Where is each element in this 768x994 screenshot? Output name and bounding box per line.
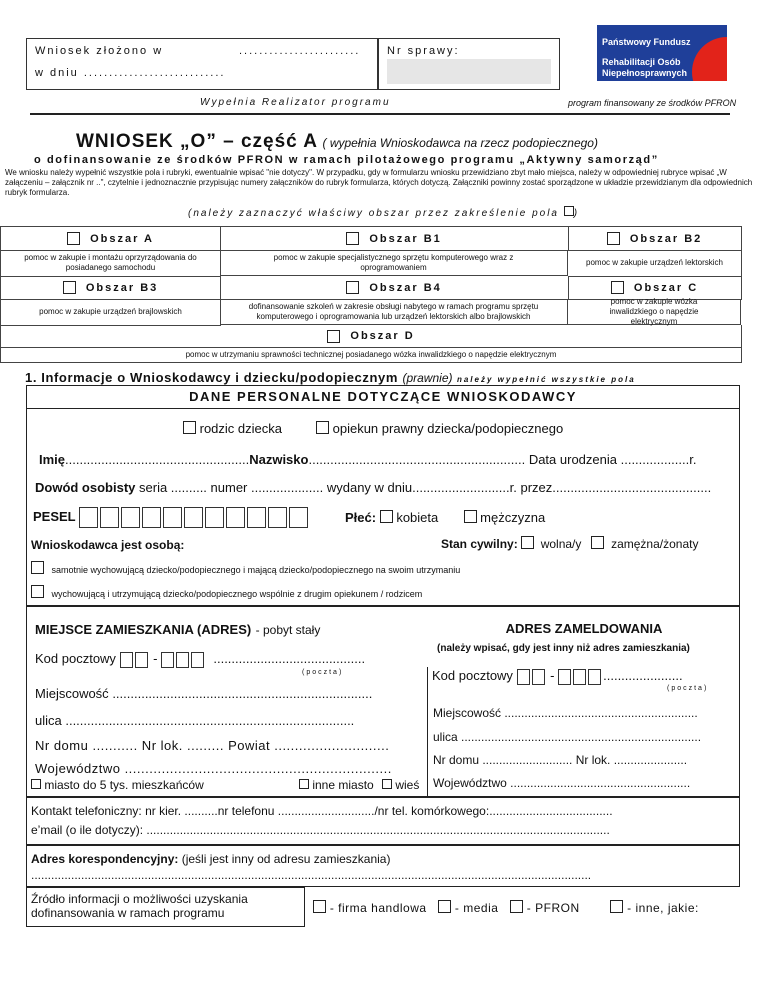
village-label: wieś — [395, 778, 420, 792]
source-media-checkbox[interactable] — [438, 900, 451, 913]
parent-label: rodzic dziecka — [199, 421, 282, 436]
correspondence-box — [26, 845, 740, 887]
area-c-label: Obszar C — [633, 281, 699, 294]
residence-title: MIEJSCE ZAMIESZKANIA (ADRES) — [35, 622, 252, 637]
area-d-desc: pomoc w utrzymaniu sprawności technicznej posiadanego wózka inwalidzkiego o napędzie elektrycznym — [1, 347, 742, 363]
correspondence-note: (jeśli jest inny od adresu zamieszkania) — [181, 852, 391, 866]
pesel-label: PESEL — [33, 508, 76, 524]
registration-note: (należy wpisać, gdy jest inny niż adres zamieszkania) — [437, 643, 690, 654]
source-company-label: - firma handlowa — [329, 901, 427, 915]
single-parent-label: samotnie wychowującą dziecko/podopiecznego i mającą dziecko/podopiecznego na swoim utrzymaniu — [51, 565, 461, 575]
single-checkbox[interactable] — [521, 536, 534, 549]
surname-field[interactable]: ............................................................ — [308, 452, 526, 467]
header-divider — [30, 113, 730, 115]
residence-note: - pobyt stały — [255, 623, 321, 637]
residence-post-office-label: (poczta) — [302, 669, 344, 676]
name-label: Imię — [39, 452, 66, 467]
area-d-cell[interactable] — [1, 325, 742, 348]
area-a-label: Obszar A — [90, 232, 154, 245]
area-b3-checkbox[interactable] — [63, 281, 76, 294]
area-b4-checkbox[interactable] — [346, 281, 359, 294]
area-b1-checkbox[interactable] — [346, 232, 359, 245]
id-card-label: Dowód osobisty — [35, 480, 136, 495]
source-media-label: - media — [454, 901, 499, 915]
registration-title: ADRES ZAMELDOWANIA — [505, 621, 663, 636]
section1-title-note: (prawnie) — [402, 371, 453, 385]
residence-city-label: Miejscowość — [35, 686, 109, 701]
case-number-label: Nr sprawy: — [387, 45, 460, 57]
registration-house-field[interactable]: Nr domu ........................... Nr lok. ...................... — [433, 753, 688, 767]
source-company-checkbox[interactable] — [313, 900, 326, 913]
area-b4-desc: dofinansowanie szkoleń w zakresie obsługi nabytego w ramach programu sprzętu komputerowego i oprogramowania lub urządzeń lektorskich albo brajlowskich — [220, 299, 568, 325]
case-number-field[interactable] — [387, 59, 551, 84]
form-subtitle: o dofinansowanie ze środków PFRON w ramach pilotażowego programu „Aktywny samorząd” — [34, 154, 659, 166]
residence-city-field[interactable]: ........................................................................ — [112, 686, 373, 701]
area-c-checkbox[interactable] — [611, 281, 624, 294]
registration-postcode-label: Kod pocztowy — [432, 668, 513, 683]
area-b2-cell[interactable] — [568, 227, 742, 251]
birth-date-label: Data urodzenia — [528, 452, 617, 467]
area-a-checkbox[interactable] — [67, 232, 80, 245]
phone-field[interactable]: Kontakt telefoniczny: nr kier. ..........nr telefonu ............................./nr tel. komórkowego:..................................... — [31, 804, 613, 818]
male-label: mężczyzna — [480, 510, 546, 525]
logo-line-3: Niepełnosprawnych — [602, 68, 688, 78]
source-label: Źródło informacji o możliwości uzyskania dofinansowania w ramach programu — [31, 892, 248, 920]
email-field[interactable]: e’mail (o ile dotyczy): ........................................................................................................................................... — [31, 823, 610, 837]
form-instructions: We wniosku należy wypełnić wszystkie pola i rubryki, ewentualnie wpisać "nie dotyczy". W przypadku, gdy w formularzu wniosku przewidziano zbyt mało miejsca, należy w odpowiedniej rubryce wpisać „W załączeniu – załącznik nr ..", czytelnie i jednoznacznie przypisując numery załączników do rubryk formularza, których dotyczą. Załączniki powinny zostać sporządzone w układzie przewidzianym dla odpowiednich rubryk formularza. — [5, 168, 753, 197]
residence-voivodeship-field[interactable]: Województwo ................................................................. — [35, 761, 392, 776]
case-number-box — [378, 38, 560, 90]
source-pfron-checkbox[interactable] — [510, 900, 523, 913]
sex-label: Płeć: — [345, 510, 377, 525]
submitted-label: Wniosek złożono w — [35, 45, 164, 57]
small-town-checkbox[interactable] — [31, 779, 41, 789]
personal-data-box — [26, 385, 740, 607]
area-b3-label: Obszar B3 — [85, 281, 159, 294]
registration-postcode-boxes[interactable]: - — [517, 668, 604, 683]
section1-title: 1. Informacje o Wnioskodawcy i dziecku/podopiecznym — [25, 370, 399, 385]
pesel-boxes[interactable] — [79, 509, 310, 524]
guardian-label: opiekun prawny dziecka/podopiecznego — [332, 421, 564, 436]
area-b3-desc: pomoc w zakupie urządzeń brajlowskich — [1, 299, 221, 326]
registration-post-office-label: (poczta) — [667, 685, 709, 692]
area-b2-label: Obszar B2 — [629, 232, 703, 245]
area-b4-cell[interactable] — [220, 276, 569, 300]
joint-parent-checkbox[interactable] — [31, 585, 44, 598]
area-b2-desc: pomoc w zakupie urządzeń lektorskich — [568, 250, 742, 277]
contact-box — [26, 797, 740, 845]
personal-data-heading: DANE PERSONALNE DOTYCZĄCE WNIOSKODAWCY — [27, 386, 739, 409]
residence-post-office-field[interactable]: .......................................... — [213, 651, 366, 666]
residence-postcode-boxes[interactable]: - — [120, 651, 207, 666]
male-checkbox[interactable] — [464, 510, 477, 523]
female-label: kobieta — [396, 510, 439, 525]
submission-date-field[interactable]: w dniu ............................ — [35, 67, 226, 79]
joint-parent-label: wychowującą i utrzymującą dziecko/podopiecznego wspólnie z drugim opiekunem / rodzicem — [51, 589, 423, 599]
source-other-label: - inne, jakie: — [627, 901, 699, 915]
single-label: wolna/y — [540, 537, 582, 551]
registration-post-office-field[interactable]: ...................... — [603, 668, 683, 683]
married-label: zamężna/żonaty — [611, 537, 699, 551]
areas-table — [0, 226, 742, 363]
area-c-desc: pomoc w zakupie wózka inwalidzkiego o napędzie elektrycznym — [568, 299, 741, 325]
area-a-desc: pomoc w zakupie i montażu oprzyrządowania do posiadanego samochodu — [1, 250, 221, 277]
address-box — [26, 605, 740, 797]
other-town-checkbox[interactable] — [299, 779, 309, 789]
pfron-logo — [597, 25, 727, 105]
area-d-checkbox[interactable] — [327, 330, 340, 343]
applicant-is-label: Wnioskodawca jest osobą: — [31, 538, 185, 552]
registration-street-field[interactable]: ulica ........................................................................ — [433, 730, 702, 744]
surname-label: Nazwisko — [249, 452, 309, 467]
source-label-box — [26, 887, 305, 927]
small-town-label: miasto do 5 tys. mieszkańców — [44, 778, 204, 792]
logo-line-2: Rehabilitacji Osób — [602, 57, 681, 67]
form-title: WNIOSEK „O” – część A — [76, 131, 319, 152]
area-a-cell[interactable] — [1, 227, 221, 251]
single-parent-checkbox[interactable] — [31, 561, 44, 574]
source-other-checkbox[interactable] — [610, 900, 623, 913]
residence-house-field[interactable]: Nr domu ........... Nr lok. ......... Powiat ............................ — [35, 738, 390, 753]
other-town-label: inne miasto — [312, 778, 374, 792]
residence-street-field[interactable]: ulica ................................................................................ — [35, 713, 355, 728]
correspondence-label: Adres korespondencyjny: — [31, 852, 179, 866]
correspondence-field[interactable]: ........................................................................................................................................................................ — [31, 868, 592, 882]
area-b1-desc: pomoc w zakupie specjalistycznego sprzętu komputerowego wraz z oprogramowaniem — [220, 250, 568, 276]
area-hint: (należy zaznaczyć właściwy obszar przez zakreślenie pola — [188, 208, 559, 219]
area-b3-cell[interactable] — [1, 276, 221, 300]
registration-voivodeship-field[interactable]: Województwo ...................................................... — [433, 776, 691, 790]
logo-line-1: Państwowy Fundusz — [602, 37, 691, 47]
form-title-note: ( wypełnia Wnioskodawca na rzecz podopiecznego) — [322, 136, 598, 150]
area-b4-label: Obszar B4 — [369, 281, 442, 294]
funding-note: program finansowany ze środków PFRON — [568, 98, 737, 108]
village-checkbox[interactable] — [382, 779, 392, 789]
area-b2-checkbox[interactable] — [607, 232, 620, 245]
address-divider — [427, 667, 428, 796]
source-pfron-label: - PFRON — [526, 901, 580, 915]
name-field[interactable]: ................................................... — [65, 452, 250, 467]
area-hint-checkbox-icon — [564, 206, 574, 216]
guardian-checkbox[interactable] — [316, 421, 329, 434]
female-checkbox[interactable] — [380, 510, 393, 523]
marital-label: Stan cywilny: — [441, 537, 518, 551]
registration-city-field[interactable]: Miejscowość .......................................................... — [433, 706, 698, 720]
married-checkbox[interactable] — [591, 536, 604, 549]
submitted-dots[interactable]: ........................ — [239, 45, 361, 57]
area-hint-end: ) — [573, 208, 580, 219]
parent-checkbox[interactable] — [183, 421, 196, 434]
id-card-fields[interactable]: seria .......... numer .................... wydany w dniu...........................r. przez............................................ — [139, 480, 712, 495]
submission-box — [26, 38, 378, 90]
area-b1-label: Obszar B1 — [369, 232, 442, 245]
area-d-label: Obszar D — [350, 330, 415, 342]
residence-postcode-label: Kod pocztowy — [35, 651, 116, 666]
area-b1-cell[interactable] — [220, 227, 569, 251]
section1-fill-note: należy wypełnić wszystkie pola — [456, 375, 636, 384]
filled-by-note: Wypełnia Realizator programu — [200, 97, 391, 108]
birth-date-field[interactable]: ...................r. — [620, 452, 697, 467]
